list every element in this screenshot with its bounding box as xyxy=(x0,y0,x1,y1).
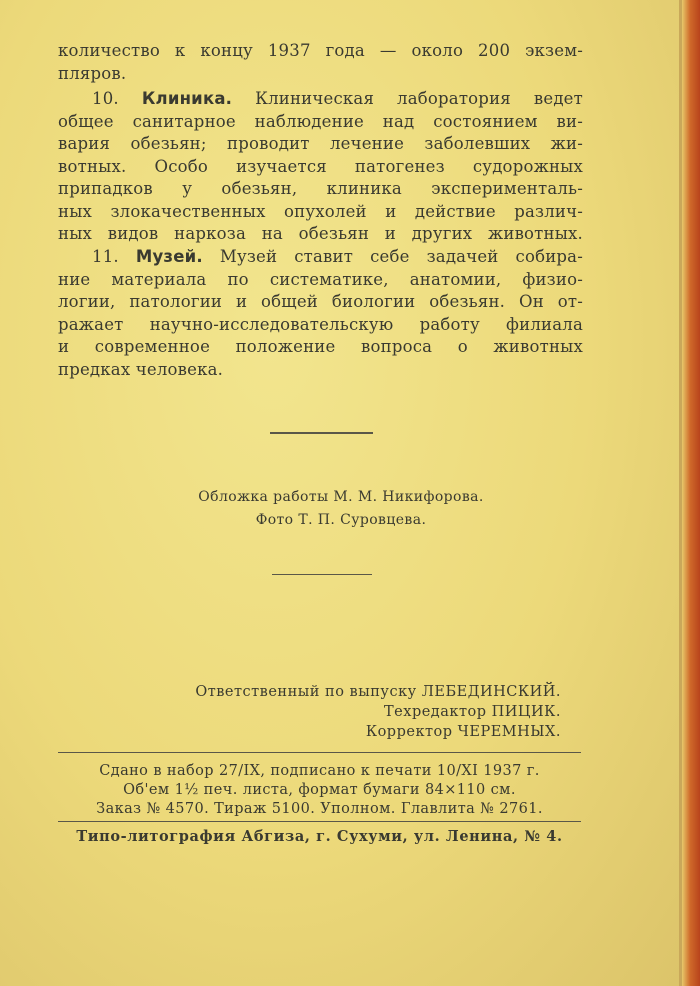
cover-credit: Обложка работы М. М. Никифорова. xyxy=(198,489,484,505)
museum-paragraph xyxy=(58,246,583,381)
imprint-line: Заказ № 4570. Тираж 5100. Уполном. Главлита № 2761. xyxy=(96,801,543,817)
museum-line: ние материала по систематике, анатомии, физио- xyxy=(58,269,583,289)
clinic-text: Клиническая лаборатория ведет xyxy=(255,89,583,108)
imprint-rule-top xyxy=(58,752,581,753)
imprint-rule-bottom xyxy=(58,821,581,822)
clinic-line: вотных. Особо изучается патогенез судорожных xyxy=(58,156,583,176)
clinic-line: припадков у обезьян, клиника эксперименталь- xyxy=(58,179,583,198)
intro-line: количество к концу 1937 года — около 200 экзем- xyxy=(58,41,583,60)
intro-paragraph xyxy=(58,40,583,85)
technical-editor: Техредактор ПИЦИК. xyxy=(384,704,561,720)
clinic-line: вария обезьян; проводит лечение заболевших жи- xyxy=(58,134,583,153)
clinic-number: 10. xyxy=(92,89,119,108)
imprint-block xyxy=(58,762,581,819)
museum-line: и современное положение вопроса о животных xyxy=(58,337,583,356)
imprint-line: Об'ем 1½ печ. листа, формат бумаги 84×110 см. xyxy=(123,782,516,798)
credits-block xyxy=(0,486,682,532)
printing-house: Типо-литография Абгиза, г. Сухуми, ул. Ленина, № 4. xyxy=(76,828,563,845)
museum-first-line xyxy=(58,246,583,269)
clinic-line: ных злокачественных опухолей и действие различ- xyxy=(58,201,583,221)
clinic-line: общее санитарное наблюдение над состоянием ви- xyxy=(58,111,583,131)
intro-line: пляров. xyxy=(58,63,127,83)
staff-block xyxy=(195,682,561,742)
museum-heading: Музей. xyxy=(135,247,203,266)
clinic-line: ных видов наркоза на обезьян и других животных. xyxy=(58,224,583,243)
divider-rule xyxy=(272,574,372,575)
clinic-heading: Клиника. xyxy=(141,89,233,108)
museum-line: предках человека. xyxy=(58,359,224,379)
divider-rule xyxy=(270,432,373,434)
museum-line: логии, патологии и общей биологии обезьян. Он от- xyxy=(58,292,583,311)
museum-line: ражает научно-исследовательскую работу филиала xyxy=(58,314,583,334)
responsible-editor: Ответственный по выпуску ЛЕБЕДИНСКИЙ. xyxy=(195,684,561,700)
imprint-line: Сдано в набор 27/IX, подписано к печати 10/XI 1937 г. xyxy=(99,763,540,779)
clinic-paragraph xyxy=(58,88,583,246)
page-edge xyxy=(682,0,700,986)
photo-credit: Фото Т. П. Суровцева. xyxy=(255,512,427,528)
museum-number: 11. xyxy=(92,247,119,266)
proofreader: Корректор ЧЕРЕМНЫХ. xyxy=(365,724,561,740)
museum-text: Музей ставит себе задачей собира- xyxy=(219,247,583,266)
clinic-first-line xyxy=(58,88,583,111)
